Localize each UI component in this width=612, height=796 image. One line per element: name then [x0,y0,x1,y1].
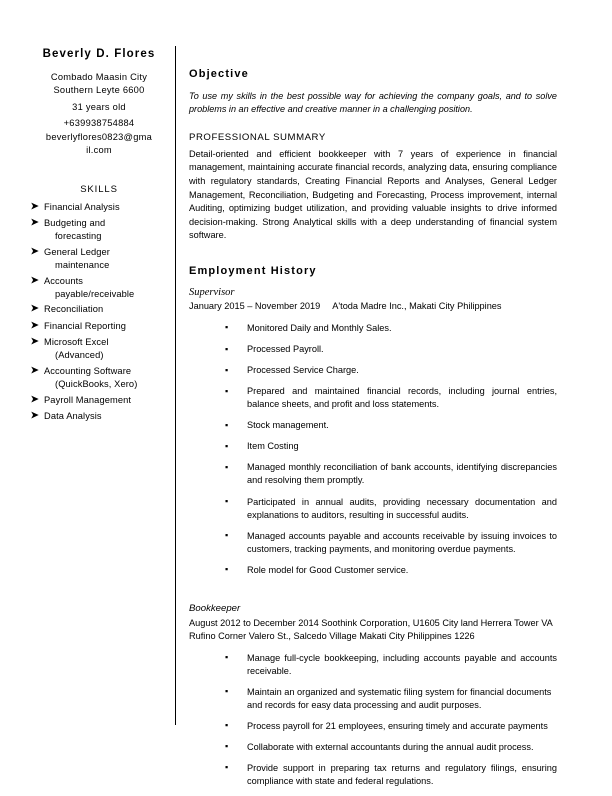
list-item: ▪ Maintain an organized and systematic filing system for financial documents and records for easy data processing and audit purposes. [225,686,557,712]
professional-summary-text: Detail-oriented and efficient bookkeeper with 7 years of experience in financial management, maintaining accurate financial records, analyzing data, ensuring compliance with regulatory standards, Creating Financial Reports and Analyses, General Ledger Management, Reconciliation, Budgeting and Forecasting, Process improvement, internal Auditing, optimizing budget utilization, and providing valuable insights to drive informed decision-making. Strong Analytical skills with a deep understanding of financial system software. [189,148,557,241]
list-item [28,410,170,424]
duty-list [189,652,557,789]
job-meta [189,300,557,313]
address-line-1: Combado Maasin City [50,71,148,82]
job-company: A'toda Madre Inc., Makati City Philippines [332,301,502,312]
list-item [28,275,170,301]
skill-label: General Ledger maintenance [44,246,111,270]
list-item: ▪ Managed accounts payable and accounts receivable by issuing invoices to customers, tracking payments, and monitoring overdue payments. [225,530,557,556]
list-item: ▪ Manage full-cycle bookkeeping, including accounts payable and accounts receivable. [225,652,557,678]
skill-label: Budgeting and forecasting [44,217,106,242]
arrow-right-icon: ➤ [30,335,40,348]
professional-summary-heading: PROFESSIONAL SUMMARY [189,131,326,143]
contact-block [28,71,170,158]
list-item: ▪ Processed Service Charge. [225,364,557,377]
address-line-2: Southern Leyte 6600 [53,85,145,96]
job-dates: August 2012 to December 2014 [189,617,319,628]
arrow-right-icon: ➤ [30,216,40,229]
age-text: 31 years old [72,101,126,112]
column-divider [175,46,176,725]
list-item: ▪ Collaborate with external accountants during the annual audit process. [225,741,557,754]
duty-list [189,322,557,577]
skills-heading: SKILLS [80,183,118,195]
phone-number: +639938754884 [63,118,135,129]
skill-label: Microsoft Excel (Advanced) [44,336,109,361]
job-dates: January 2015 – November 2019 [189,301,321,312]
arrow-right-icon: ➤ [30,274,40,287]
list-item [28,365,170,391]
sidebar [28,48,170,426]
skill-label: Payroll Management [44,394,132,405]
skill-label: Financial Reporting [44,320,126,331]
skill-label: Data Analysis [44,410,102,421]
list-item: ▪ Provide support in preparing tax returns and regulatory filings, ensuring compliance with state and federal regulations. [225,762,557,788]
arrow-right-icon: ➤ [30,245,40,258]
list-item [28,394,170,408]
employment-history-heading: Employment History [189,265,317,278]
job-title: Bookkeeper [189,602,241,614]
candidate-name: Beverly D. Flores [42,48,156,60]
list-item: ▪ Processed Payroll. [225,343,557,356]
list-item: ▪ Role model for Good Customer service. [225,564,557,577]
list-item: ▪ Monitored Daily and Monthly Sales. [225,322,557,335]
main-content [189,68,557,796]
arrow-right-icon: ➤ [30,409,40,422]
objective-heading: Objective [189,68,249,80]
list-item: ▪ Participated in annual audits, providing necessary documentation and explanations to auditors, resulting in successful audits. [225,496,557,522]
skill-label: Reconciliation [44,304,104,315]
job-title: Supervisor [189,287,235,299]
list-item [28,320,170,334]
skill-label: Financial Analysis [44,201,120,212]
list-item [28,201,170,215]
list-item [28,336,170,362]
email-address-part-1: beverlyflores0823@gma [45,131,153,142]
employment-entry [189,603,557,788]
arrow-right-icon: ➤ [30,200,40,213]
skill-label: Accounting Software (QuickBooks, Xero) [44,365,138,390]
list-item: ▪ Item Costing [225,440,557,453]
employment-entry [189,287,557,577]
skill-label: Accounts payable/receivable [44,275,135,299]
email-address-part-2: il.com [86,145,112,156]
objective-text: To use my skills in the best possible way for achieving the company goals, and to solve problems in an effective and creative manner in a challenging position. [189,91,557,114]
job-company: Soothink Corporation, U1605 City land Herrera Tower VA Rufino Corner Valero St., Salcedo Village Makati City Philippines 1226 [189,617,553,641]
skills-list [28,201,170,424]
job-meta [189,617,557,643]
list-item: ▪ Managed monthly reconciliation of bank accounts, identifying discrepancies and resolving them promptly. [225,461,557,487]
list-item: ▪ Stock management. [225,419,557,432]
list-item [28,217,170,243]
arrow-right-icon: ➤ [30,319,40,332]
list-item [28,303,170,317]
arrow-right-icon: ➤ [30,364,40,377]
arrow-right-icon: ➤ [30,302,40,315]
list-item: ▪ Process payroll for 21 employees, ensuring timely and accurate payments [225,720,557,733]
list-item: ▪ Prepared and maintained financial records, including journal entries, balance sheets, and profit and loss statements. [225,385,557,411]
list-item [28,246,170,272]
arrow-right-icon: ➤ [30,393,40,406]
